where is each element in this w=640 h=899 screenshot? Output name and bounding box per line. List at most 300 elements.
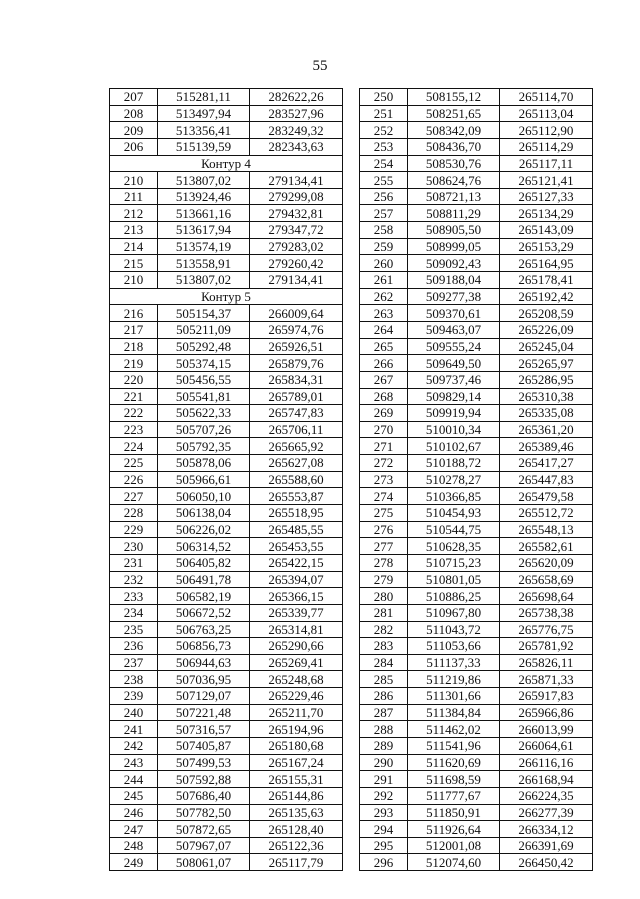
table-row [110,538,343,555]
y-coordinate-cell: 265926,51 [250,338,343,355]
point-number-cell: 267 [360,371,408,388]
point-number-cell: 256 [360,188,408,205]
x-coordinate-cell: 507316,57 [158,721,250,738]
table-row [360,388,593,405]
point-number-cell: 222 [110,405,158,422]
point-number-cell: 243 [110,754,158,771]
point-number-cell: 276 [360,521,408,538]
coordinates-table-right-body [360,89,593,871]
y-coordinate-cell: 265706,11 [250,421,343,438]
coordinates-table-right [359,88,593,871]
table-row [360,238,593,255]
table-row [360,538,593,555]
x-coordinate-cell: 508155,12 [408,89,500,106]
table-row [110,105,343,122]
y-coordinate-cell: 265114,29 [500,138,593,155]
x-coordinate-cell: 511777,67 [408,787,500,804]
point-number-cell: 286 [360,688,408,705]
point-number-cell: 209 [110,122,158,139]
x-coordinate-cell: 507967,07 [158,837,250,854]
y-coordinate-cell: 265143,09 [500,222,593,239]
point-number-cell: 295 [360,837,408,854]
x-coordinate-cell: 510278,27 [408,471,500,488]
y-coordinate-cell: 279283,02 [250,238,343,255]
point-number-cell: 260 [360,255,408,272]
x-coordinate-cell: 509737,46 [408,371,500,388]
table-row [110,737,343,754]
page-number: 55 [312,58,328,74]
y-coordinate-cell: 265548,13 [500,521,593,538]
y-coordinate-cell: 265229,46 [250,688,343,705]
x-coordinate-cell: 510454,93 [408,505,500,522]
y-coordinate-cell: 265178,41 [500,272,593,289]
table-row [110,621,343,638]
x-coordinate-cell: 510544,75 [408,521,500,538]
point-number-cell: 214 [110,238,158,255]
table-row [360,688,593,705]
y-coordinate-cell: 265698,64 [500,588,593,605]
point-number-cell: 280 [360,588,408,605]
point-number-cell: 230 [110,538,158,555]
table-row [110,222,343,239]
table-row [110,704,343,721]
table-row [360,272,593,289]
point-number-cell: 270 [360,421,408,438]
coordinates-table-left [109,88,343,871]
x-coordinate-cell: 513807,02 [158,272,250,289]
x-coordinate-cell: 509188,04 [408,272,500,289]
y-coordinate-cell: 265290,66 [250,638,343,655]
y-coordinate-cell: 279299,08 [250,188,343,205]
y-coordinate-cell: 265192,42 [500,288,593,305]
table-row [110,688,343,705]
point-number-cell: 265 [360,338,408,355]
table-row [360,255,593,272]
y-coordinate-cell: 265208,59 [500,305,593,322]
point-number-cell: 227 [110,488,158,505]
point-number-cell: 229 [110,521,158,538]
y-coordinate-cell: 279260,42 [250,255,343,272]
point-number-cell: 210 [110,172,158,189]
y-coordinate-cell: 265122,36 [250,837,343,854]
y-coordinate-cell: 265128,40 [250,821,343,838]
y-coordinate-cell: 266064,61 [500,737,593,754]
y-coordinate-cell: 265738,38 [500,604,593,621]
x-coordinate-cell: 515139,59 [158,138,250,155]
section-header-row [110,288,343,305]
y-coordinate-cell: 265966,86 [500,704,593,721]
table-row [360,438,593,455]
x-coordinate-cell: 507686,40 [158,787,250,804]
x-coordinate-cell: 511219,86 [408,671,500,688]
y-coordinate-cell: 265974,76 [250,321,343,338]
x-coordinate-cell: 508342,09 [408,122,500,139]
y-coordinate-cell: 265121,41 [500,172,593,189]
x-coordinate-cell: 513497,94 [158,105,250,122]
point-number-cell: 279 [360,571,408,588]
x-coordinate-cell: 513356,41 [158,122,250,139]
point-number-cell: 245 [110,787,158,804]
x-coordinate-cell: 511926,64 [408,821,500,838]
x-coordinate-cell: 510715,23 [408,554,500,571]
point-number-cell: 283 [360,638,408,655]
table-row [360,671,593,688]
x-coordinate-cell: 508811,29 [408,205,500,222]
x-coordinate-cell: 508905,50 [408,222,500,239]
y-coordinate-cell: 265314,81 [250,621,343,638]
table-row [360,371,593,388]
x-coordinate-cell: 507592,88 [158,771,250,788]
x-coordinate-cell: 513661,16 [158,205,250,222]
table-row [360,105,593,122]
y-coordinate-cell: 265127,33 [500,188,593,205]
point-number-cell: 253 [360,138,408,155]
point-number-cell: 208 [110,105,158,122]
x-coordinate-cell: 505541,81 [158,388,250,405]
table-row [110,371,343,388]
table-row [360,488,593,505]
y-coordinate-cell: 265112,90 [500,122,593,139]
x-coordinate-cell: 509829,14 [408,388,500,405]
point-number-cell: 218 [110,338,158,355]
point-number-cell: 262 [360,288,408,305]
table-row [360,754,593,771]
y-coordinate-cell: 265211,70 [250,704,343,721]
point-number-cell: 269 [360,405,408,422]
x-coordinate-cell: 505211,09 [158,321,250,338]
table-row [110,438,343,455]
x-coordinate-cell: 510010,34 [408,421,500,438]
table-row [360,554,593,571]
table-row [110,138,343,155]
x-coordinate-cell: 508999,05 [408,238,500,255]
x-coordinate-cell: 510102,67 [408,438,500,455]
table-row [360,89,593,106]
x-coordinate-cell: 508251,65 [408,105,500,122]
table-row [110,754,343,771]
x-coordinate-cell: 510886,25 [408,588,500,605]
point-number-cell: 271 [360,438,408,455]
y-coordinate-cell: 266391,69 [500,837,593,854]
table-row [360,837,593,854]
table-row [110,604,343,621]
point-number-cell: 207 [110,89,158,106]
table-row [360,155,593,172]
y-coordinate-cell: 266224,35 [500,787,593,804]
y-coordinate-cell: 265447,83 [500,471,593,488]
table-row [360,305,593,322]
table-row [360,355,593,372]
table-row [110,172,343,189]
x-coordinate-cell: 507872,65 [158,821,250,838]
point-number-cell: 212 [110,205,158,222]
point-number-cell: 241 [110,721,158,738]
y-coordinate-cell: 265553,87 [250,488,343,505]
y-coordinate-cell: 279347,72 [250,222,343,239]
x-coordinate-cell: 506226,02 [158,521,250,538]
x-coordinate-cell: 510967,80 [408,604,500,621]
y-coordinate-cell: 265627,08 [250,455,343,472]
table-row [110,421,343,438]
x-coordinate-cell: 505707,26 [158,421,250,438]
table-row [360,288,593,305]
y-coordinate-cell: 265194,96 [250,721,343,738]
x-coordinate-cell: 505292,48 [158,338,250,355]
point-number-cell: 272 [360,455,408,472]
point-number-cell: 282 [360,621,408,638]
point-number-cell: 220 [110,371,158,388]
table-row [360,721,593,738]
x-coordinate-cell: 515281,11 [158,89,250,106]
x-coordinate-cell: 511462,02 [408,721,500,738]
point-number-cell: 258 [360,222,408,239]
table-row [360,704,593,721]
table-row [110,205,343,222]
table-row [110,388,343,405]
y-coordinate-cell: 265226,09 [500,321,593,338]
y-coordinate-cell: 265335,08 [500,405,593,422]
y-coordinate-cell: 279134,41 [250,272,343,289]
y-coordinate-cell: 265167,24 [250,754,343,771]
table-row [110,272,343,289]
x-coordinate-cell: 510366,85 [408,488,500,505]
x-coordinate-cell: 511043,72 [408,621,500,638]
y-coordinate-cell: 266277,39 [500,804,593,821]
x-coordinate-cell: 509555,24 [408,338,500,355]
x-coordinate-cell: 506405,82 [158,554,250,571]
y-coordinate-cell: 265518,95 [250,505,343,522]
table-row [360,505,593,522]
section-title: Контур 5 [110,288,343,305]
point-number-cell: 219 [110,355,158,372]
y-coordinate-cell: 265422,15 [250,554,343,571]
x-coordinate-cell: 505154,37 [158,305,250,322]
table-row [110,488,343,505]
x-coordinate-cell: 509092,43 [408,255,500,272]
table-row [360,471,593,488]
y-coordinate-cell: 265781,92 [500,638,593,655]
point-number-cell: 255 [360,172,408,189]
point-number-cell: 294 [360,821,408,838]
point-number-cell: 257 [360,205,408,222]
y-coordinate-cell: 265394,07 [250,571,343,588]
point-number-cell: 274 [360,488,408,505]
x-coordinate-cell: 507221,48 [158,704,250,721]
table-row [360,571,593,588]
y-coordinate-cell: 265871,33 [500,671,593,688]
y-coordinate-cell: 265917,83 [500,688,593,705]
y-coordinate-cell: 265135,63 [250,804,343,821]
y-coordinate-cell: 282622,26 [250,89,343,106]
point-number-cell: 287 [360,704,408,721]
table-row [110,521,343,538]
x-coordinate-cell: 506138,04 [158,505,250,522]
point-number-cell: 244 [110,771,158,788]
table-row [360,621,593,638]
point-number-cell: 285 [360,671,408,688]
x-coordinate-cell: 508624,76 [408,172,500,189]
x-coordinate-cell: 506314,52 [158,538,250,555]
x-coordinate-cell: 510188,72 [408,455,500,472]
table-row [360,321,593,338]
point-number-cell: 206 [110,138,158,155]
point-number-cell: 264 [360,321,408,338]
table-row [110,821,343,838]
table-row [360,604,593,621]
point-number-cell: 217 [110,321,158,338]
y-coordinate-cell: 265245,04 [500,338,593,355]
x-coordinate-cell: 506944,63 [158,654,250,671]
table-row [110,238,343,255]
point-number-cell: 246 [110,804,158,821]
table-row [110,355,343,372]
y-coordinate-cell: 265117,79 [250,854,343,871]
table-row [110,721,343,738]
point-number-cell: 284 [360,654,408,671]
y-coordinate-cell: 265265,97 [500,355,593,372]
point-number-cell: 235 [110,621,158,638]
x-coordinate-cell: 511053,66 [408,638,500,655]
point-number-cell: 224 [110,438,158,455]
table-row [360,804,593,821]
x-coordinate-cell: 508436,70 [408,138,500,155]
y-coordinate-cell: 265747,83 [250,405,343,422]
y-coordinate-cell: 279134,41 [250,172,343,189]
y-coordinate-cell: 265113,04 [500,105,593,122]
y-coordinate-cell: 265417,27 [500,455,593,472]
x-coordinate-cell: 505622,33 [158,405,250,422]
y-coordinate-cell: 266450,42 [500,854,593,871]
y-coordinate-cell: 265144,86 [250,787,343,804]
point-number-cell: 238 [110,671,158,688]
point-number-cell: 211 [110,188,158,205]
table-row [110,455,343,472]
y-coordinate-cell: 265588,60 [250,471,343,488]
x-coordinate-cell: 508061,07 [158,854,250,871]
point-number-cell: 263 [360,305,408,322]
x-coordinate-cell: 513924,46 [158,188,250,205]
x-coordinate-cell: 511698,59 [408,771,500,788]
point-number-cell: 289 [360,737,408,754]
point-number-cell: 292 [360,787,408,804]
point-number-cell: 216 [110,305,158,322]
x-coordinate-cell: 509649,50 [408,355,500,372]
y-coordinate-cell: 265366,15 [250,588,343,605]
x-coordinate-cell: 508721,13 [408,188,500,205]
x-coordinate-cell: 511137,33 [408,654,500,671]
table-row [360,654,593,671]
table-row [360,338,593,355]
point-number-cell: 240 [110,704,158,721]
table-row [110,854,343,871]
table-row [110,321,343,338]
table-row [110,255,343,272]
point-number-cell: 252 [360,122,408,139]
table-row [110,771,343,788]
y-coordinate-cell: 282343,63 [250,138,343,155]
section-title: Контур 4 [110,155,343,172]
y-coordinate-cell: 283527,96 [250,105,343,122]
x-coordinate-cell: 506050,10 [158,488,250,505]
y-coordinate-cell: 265789,01 [250,388,343,405]
point-number-cell: 291 [360,771,408,788]
x-coordinate-cell: 507036,95 [158,671,250,688]
point-number-cell: 228 [110,505,158,522]
y-coordinate-cell: 265117,11 [500,155,593,172]
x-coordinate-cell: 506582,19 [158,588,250,605]
point-number-cell: 233 [110,588,158,605]
x-coordinate-cell: 506856,73 [158,638,250,655]
table-row [360,222,593,239]
table-row [360,188,593,205]
point-number-cell: 296 [360,854,408,871]
y-coordinate-cell: 283249,32 [250,122,343,139]
y-coordinate-cell: 265134,29 [500,205,593,222]
y-coordinate-cell: 266009,64 [250,305,343,322]
point-number-cell: 223 [110,421,158,438]
table-row [110,671,343,688]
x-coordinate-cell: 511384,84 [408,704,500,721]
point-number-cell: 225 [110,455,158,472]
x-coordinate-cell: 511301,66 [408,688,500,705]
point-number-cell: 266 [360,355,408,372]
x-coordinate-cell: 509370,61 [408,305,500,322]
point-number-cell: 210 [110,272,158,289]
y-coordinate-cell: 265479,58 [500,488,593,505]
y-coordinate-cell: 265248,68 [250,671,343,688]
x-coordinate-cell: 505374,15 [158,355,250,372]
point-number-cell: 278 [360,554,408,571]
x-coordinate-cell: 506491,78 [158,571,250,588]
point-number-cell: 290 [360,754,408,771]
x-coordinate-cell: 512001,08 [408,837,500,854]
point-number-cell: 277 [360,538,408,555]
table-row [110,188,343,205]
y-coordinate-cell: 265658,69 [500,571,593,588]
x-coordinate-cell: 510801,05 [408,571,500,588]
point-number-cell: 254 [360,155,408,172]
table-row [360,771,593,788]
table-row [360,737,593,754]
y-coordinate-cell: 265485,55 [250,521,343,538]
point-number-cell: 248 [110,837,158,854]
point-number-cell: 268 [360,388,408,405]
y-coordinate-cell: 265286,95 [500,371,593,388]
section-header-row [110,155,343,172]
table-row [110,305,343,322]
y-coordinate-cell: 265361,20 [500,421,593,438]
y-coordinate-cell: 266168,94 [500,771,593,788]
point-number-cell: 247 [110,821,158,838]
table-row [360,205,593,222]
y-coordinate-cell: 265453,55 [250,538,343,555]
point-number-cell: 215 [110,255,158,272]
point-number-cell: 236 [110,638,158,655]
y-coordinate-cell: 265155,31 [250,771,343,788]
x-coordinate-cell: 506672,52 [158,604,250,621]
x-coordinate-cell: 505878,06 [158,455,250,472]
point-number-cell: 213 [110,222,158,239]
x-coordinate-cell: 505792,35 [158,438,250,455]
x-coordinate-cell: 512074,60 [408,854,500,871]
table-row [360,405,593,422]
x-coordinate-cell: 513574,19 [158,238,250,255]
y-coordinate-cell: 265114,70 [500,89,593,106]
table-row [360,854,593,871]
table-row [360,455,593,472]
x-coordinate-cell: 511541,96 [408,737,500,754]
point-number-cell: 221 [110,388,158,405]
